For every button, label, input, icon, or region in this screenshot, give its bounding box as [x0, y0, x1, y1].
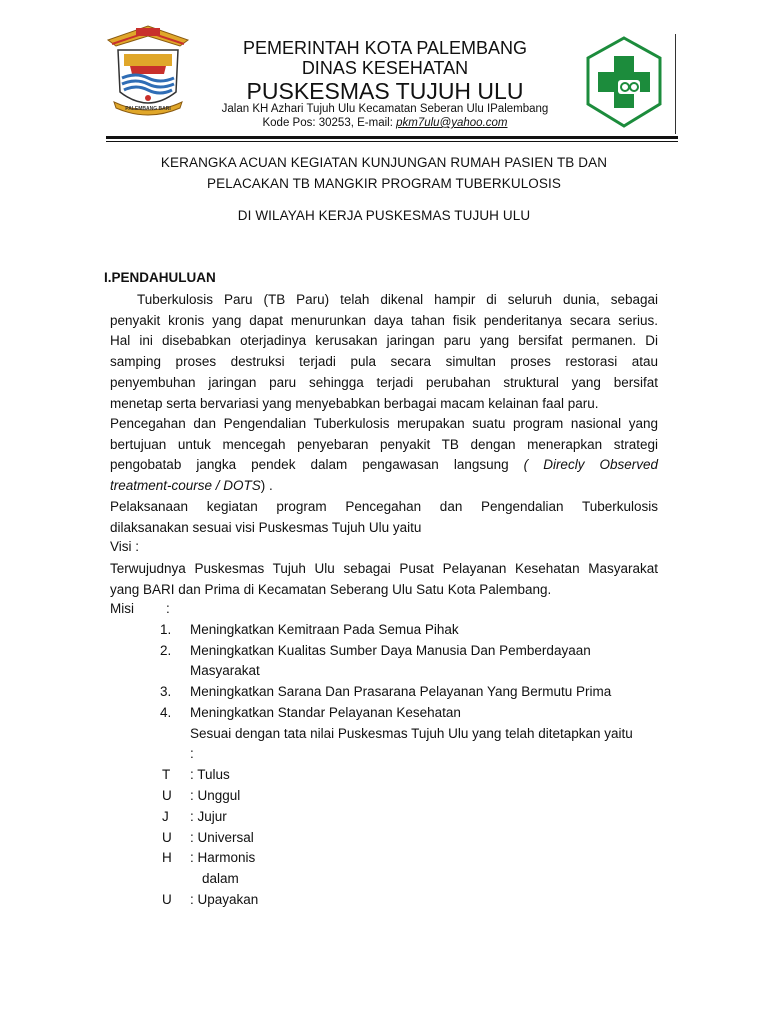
- value-letter: T: [162, 767, 171, 782]
- paragraph-line: penyembuhan jaringan paru sehingga terjadi perubahan struktural yang bersifat: [110, 374, 658, 390]
- paragraph-program: [110, 414, 658, 497]
- dots-term: treatment-course / DOTS: [110, 478, 261, 494]
- paragraph-line: [110, 455, 658, 476]
- value-word: : Tulus: [190, 767, 230, 782]
- paragraph-line: yang BARI dan Prima di Kecamatan Seberang Ulu Satu Kota Palembang.: [110, 581, 552, 597]
- misi-number: 1.: [160, 622, 172, 637]
- paragraph-line: Pencegahan dan Pengendalian Tuberkulosis merupakan suatu program nasional yang: [110, 416, 658, 431]
- letterhead-border: [675, 34, 676, 134]
- paragraph-text: ) .: [260, 478, 273, 494]
- document-title-line-2: PELACAKAN TB MANGKIR PROGRAM TUBERKULOSIS: [207, 176, 561, 191]
- address-line: Jalan KH Azhari Tujuh Ulu Kecamatan Seberan Ulu IPalembang: [221, 103, 549, 115]
- email-link[interactable]: pkm7ulu@yahoo.com: [396, 117, 508, 129]
- paragraph-line: Pelaksanaan kegiatan program Pencegahan dan Pengendalian Tuberkulosis: [110, 499, 658, 514]
- misi-item: Meningkatkan Sarana Dan Prasarana Pelayanan Yang Bermutu Prima: [190, 684, 612, 699]
- postal-code-label: Kode Pos: 30253, E-mail:: [262, 117, 397, 129]
- section-heading: I.PENDAHULUAN: [104, 270, 216, 285]
- document-title-line-1: KERANGKA ACUAN KEGIATAN KUNJUNGAN RUMAH PASIEN TB DAN: [160, 155, 608, 170]
- paragraph-text: pengobatab jangka pendek dalam pengawasan langsung: [110, 457, 509, 473]
- misi-number: 4.: [160, 705, 172, 720]
- paragraph-intro: [110, 290, 658, 414]
- visi-text: [110, 559, 658, 600]
- paragraph-line: samping proses destruksi terjadi pula secara simultan proses restorasi atau: [110, 354, 658, 370]
- health-cross-icon: [578, 36, 670, 128]
- value-word: : Upayakan: [190, 892, 259, 907]
- paragraph-line: Terwujudnya Puskesmas Tujuh Ulu sebagai Pusat Pelayanan Kesehatan Masyarakat: [110, 561, 658, 576]
- paragraph-line: menetap serta bervariasi yang menyebabkan berbagai macam kelainan faal paru.: [110, 395, 599, 411]
- value-word: : Unggul: [190, 788, 241, 803]
- value-word: dalam: [202, 871, 239, 886]
- paragraph-implementation: [110, 497, 658, 538]
- value-word: : Universal: [190, 830, 254, 845]
- institution-name: PUSKESMAS TUJUH ULU: [246, 78, 524, 104]
- misi-label: Misi: [110, 601, 134, 616]
- tata-nilai-intro: Sesuai dengan tata nilai Puskesmas Tujuh Ulu yang telah ditetapkan yaitu: [190, 726, 633, 741]
- visi-label: Visi :: [110, 539, 140, 554]
- misi-number: 2.: [160, 643, 172, 658]
- paragraph-line: bertujuan untuk mencegah penyebaran penyakit TB dengan menerapkan strategi: [110, 436, 658, 452]
- value-letter: H: [162, 850, 172, 865]
- value-letter: U: [162, 830, 172, 845]
- misi-number: 3.: [160, 684, 172, 699]
- dots-term: ( Direcly Observed: [523, 457, 658, 473]
- value-word: : Jujur: [190, 809, 227, 824]
- contact-line: [190, 117, 580, 129]
- value-letter: J: [162, 809, 169, 824]
- paragraph-line: [110, 476, 658, 497]
- department-name: DINAS KESEHATAN: [301, 58, 469, 78]
- misi-colon: :: [166, 601, 170, 616]
- tata-nilai-colon: :: [190, 746, 194, 761]
- paragraph-line: Hal ini disebabkan oterjadinya kerusakan jaringan paru yang bersifat permanen. Di: [110, 333, 658, 349]
- letterhead-rule-thick: [106, 136, 678, 139]
- misi-item: Meningkatkan Standar Pelayanan Kesehatan: [190, 705, 461, 720]
- value-letter: U: [162, 892, 172, 907]
- paragraph-line: Tuberkulosis Paru (TB Paru) telah dikenal hampir di seluruh dunia, sebagai: [137, 292, 658, 307]
- government-name: PEMERINTAH KOTA PALEMBANG: [242, 38, 528, 58]
- misi-item: Meningkatkan Kualitas Sumber Daya Manusia Dan Pemberdayaan: [190, 643, 591, 658]
- value-word: : Harmonis: [190, 850, 256, 865]
- document-title-line-3: DI WILAYAH KERJA PUSKESMAS TUJUH ULU: [237, 208, 531, 223]
- value-letter: U: [162, 788, 172, 803]
- misi-item-continuation: Masyarakat: [190, 663, 260, 678]
- crest-ribbon-text: PALEMBANG BARI: [125, 106, 171, 112]
- paragraph-line: dilaksanakan sesuai visi Puskesmas Tujuh Ulu yaitu: [110, 519, 422, 535]
- letterhead-rule-thin: [106, 141, 678, 142]
- misi-item: Meningkatkan Kemitraan Pada Semua Pihak: [190, 622, 459, 637]
- paragraph-line: penyakit kronis yang dapat menurunkan daya tahan fisik penderitanya secara serius.: [110, 312, 658, 328]
